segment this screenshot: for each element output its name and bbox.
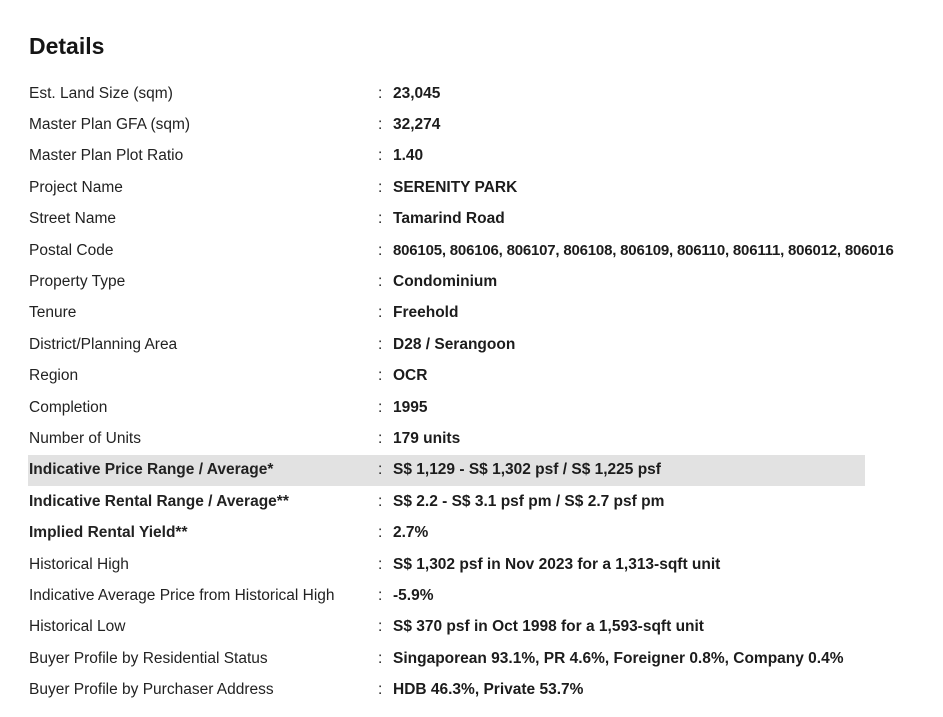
detail-label: Indicative Rental Range / Average**: [29, 492, 289, 510]
detail-row-gfa: [29, 109, 939, 140]
detail-label: Street Name: [29, 210, 117, 228]
detail-label: Indicative Price Range / Average*: [29, 461, 274, 479]
detail-row-street-name: [29, 204, 939, 235]
detail-separator: :: [378, 147, 383, 165]
details-list: [29, 78, 939, 706]
detail-separator: :: [378, 241, 383, 259]
detail-separator: :: [378, 367, 383, 385]
detail-label: Est. Land Size (sqm): [29, 84, 173, 102]
detail-separator: :: [378, 461, 383, 479]
section-title: Details: [29, 33, 105, 59]
detail-separator: :: [378, 555, 383, 573]
detail-value: S$ 1,129 - S$ 1,302 psf / S$ 1,225 psf: [393, 461, 661, 479]
detail-row-land-size: [29, 78, 939, 109]
detail-separator: :: [378, 618, 383, 636]
detail-value: 1995: [393, 398, 428, 416]
detail-value: OCR: [393, 367, 428, 385]
detail-separator: :: [378, 681, 383, 699]
detail-separator: :: [378, 273, 383, 291]
detail-label: Project Name: [29, 178, 123, 196]
detail-label: Master Plan Plot Ratio: [29, 147, 184, 165]
detail-label: Postal Code: [29, 241, 114, 259]
detail-label: Buyer Profile by Residential Status: [29, 649, 268, 667]
detail-value: 179 units: [393, 429, 461, 447]
detail-separator: :: [378, 178, 383, 196]
detail-value: Tamarind Road: [393, 210, 505, 228]
detail-label: Historical Low: [29, 618, 126, 636]
detail-separator: :: [378, 429, 383, 447]
detail-row-region: [29, 361, 939, 392]
detail-row-historical-high: [29, 549, 939, 580]
detail-row-rental-yield: [29, 517, 939, 548]
detail-separator: :: [378, 210, 383, 228]
detail-value: S$ 2.2 - S$ 3.1 psf pm / S$ 2.7 psf pm: [393, 492, 665, 510]
detail-separator: :: [378, 649, 383, 667]
detail-separator: :: [378, 84, 383, 102]
detail-label: Indicative Average Price from Historical High: [29, 586, 335, 604]
detail-separator: :: [378, 586, 383, 604]
detail-label: Property Type: [29, 273, 126, 291]
detail-value: Freehold: [393, 304, 459, 322]
detail-label: Buyer Profile by Purchaser Address: [29, 681, 274, 699]
detail-row-completion: [29, 392, 939, 423]
detail-separator: :: [378, 492, 383, 510]
detail-row-price-from-high: [29, 580, 939, 611]
detail-value: D28 / Serangoon: [393, 335, 516, 353]
detail-label: Historical High: [29, 555, 129, 573]
detail-label: Tenure: [29, 304, 77, 322]
detail-label: Master Plan GFA (sqm): [29, 116, 191, 134]
detail-separator: :: [378, 398, 383, 416]
detail-row-buyer-address: [29, 674, 939, 705]
detail-label: Region: [29, 367, 79, 385]
detail-value: S$ 370 psf in Oct 1998 for a 1,593-sqft unit: [393, 618, 704, 636]
detail-separator: :: [378, 304, 383, 322]
detail-label: Completion: [29, 398, 108, 416]
detail-value: 806105, 806106, 806107, 806108, 806109, 806110, 806111, 806012, 806016: [393, 242, 894, 260]
detail-value: HDB 46.3%, Private 53.7%: [393, 681, 584, 699]
detail-value: SERENITY PARK: [393, 178, 518, 196]
detail-label: Implied Rental Yield**: [29, 524, 188, 542]
detail-row-postal-code: [29, 235, 939, 266]
detail-separator: :: [378, 116, 383, 134]
detail-label: District/Planning Area: [29, 335, 178, 353]
detail-separator: :: [378, 335, 383, 353]
detail-value: 1.40: [393, 147, 424, 165]
detail-row-price-range: [28, 455, 865, 486]
detail-value: Condominium: [393, 273, 498, 291]
detail-row-buyer-residential: [29, 643, 939, 674]
detail-value: 2.7%: [393, 524, 429, 542]
detail-row-project-name: [29, 172, 939, 203]
detail-value: 23,045: [393, 84, 441, 102]
detail-row-property-type: [29, 266, 939, 297]
detail-row-historical-low: [29, 612, 939, 643]
detail-row-plot-ratio: [29, 141, 939, 172]
detail-row-units: [29, 423, 939, 454]
detail-value: S$ 1,302 psf in Nov 2023 for a 1,313-sqft unit: [393, 555, 721, 573]
detail-row-district: [29, 329, 939, 360]
detail-row-rental-range: [29, 486, 939, 517]
detail-value: 32,274: [393, 116, 441, 134]
detail-value: -5.9%: [393, 586, 434, 604]
detail-row-tenure: [29, 298, 939, 329]
detail-value: Singaporean 93.1%, PR 4.6%, Foreigner 0.8%, Company 0.4%: [393, 649, 844, 667]
detail-separator: :: [378, 524, 383, 542]
detail-label: Number of Units: [29, 429, 141, 447]
